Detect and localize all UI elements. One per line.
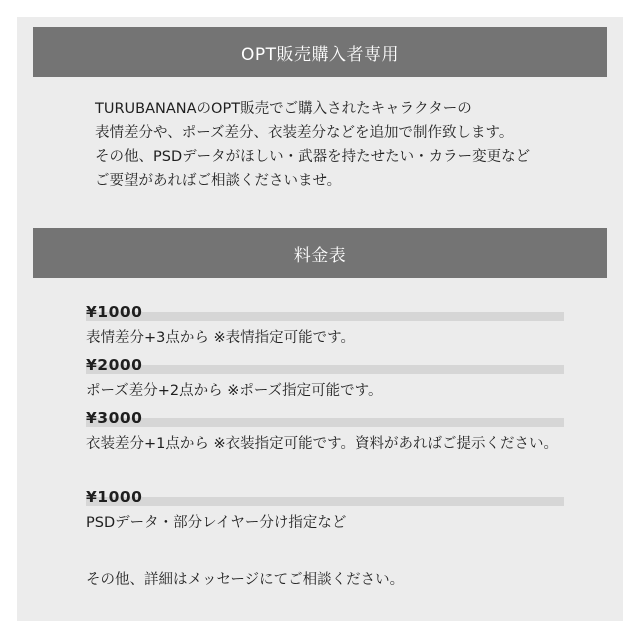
price-description: ポーズ差分+2点から ※ポーズ指定可能です。 [86,383,383,399]
section-title-opt: OPT販売購入者専用 [240,44,400,65]
closing-note: その他、詳細はメッセージにてご相談ください。 [86,572,405,588]
intro-line: 表情差分や、ポーズ差分、衣装差分などを追加で制作致します。 [95,125,514,141]
section-header-price [33,228,607,278]
intro-text [95,97,595,193]
price-amount: ¥2000 [86,356,143,374]
price-amount: ¥3000 [86,409,143,427]
price-item [86,409,606,455]
intro-line: その他、PSDデータがほしい・武器を持たせたい・カラー変更など [95,149,531,165]
price-item [86,488,606,534]
section-title-price: 料金表 [293,245,347,266]
price-item [86,356,606,402]
price-description: PSDデータ・部分レイヤー分け指定など [86,515,347,531]
price-amount: ¥1000 [86,303,143,321]
price-amount: ¥1000 [86,488,143,506]
content-panel [17,17,623,621]
price-highlight-bar [86,418,564,427]
price-highlight-bar [86,312,564,321]
price-highlight-bar [86,497,564,506]
section-header-opt [33,27,607,77]
price-description: 衣装差分+1点から ※衣装指定可能です。資料があればご提示ください。 [86,436,558,452]
price-highlight-bar [86,365,564,374]
price-item [86,303,606,349]
intro-line: TURUBANANAのOPT販売でご購入されたキャラクターの [95,101,472,117]
price-description: 表情差分+3点から ※表情指定可能です。 [86,330,355,346]
intro-line: ご要望があればご相談くださいませ。 [95,173,342,189]
